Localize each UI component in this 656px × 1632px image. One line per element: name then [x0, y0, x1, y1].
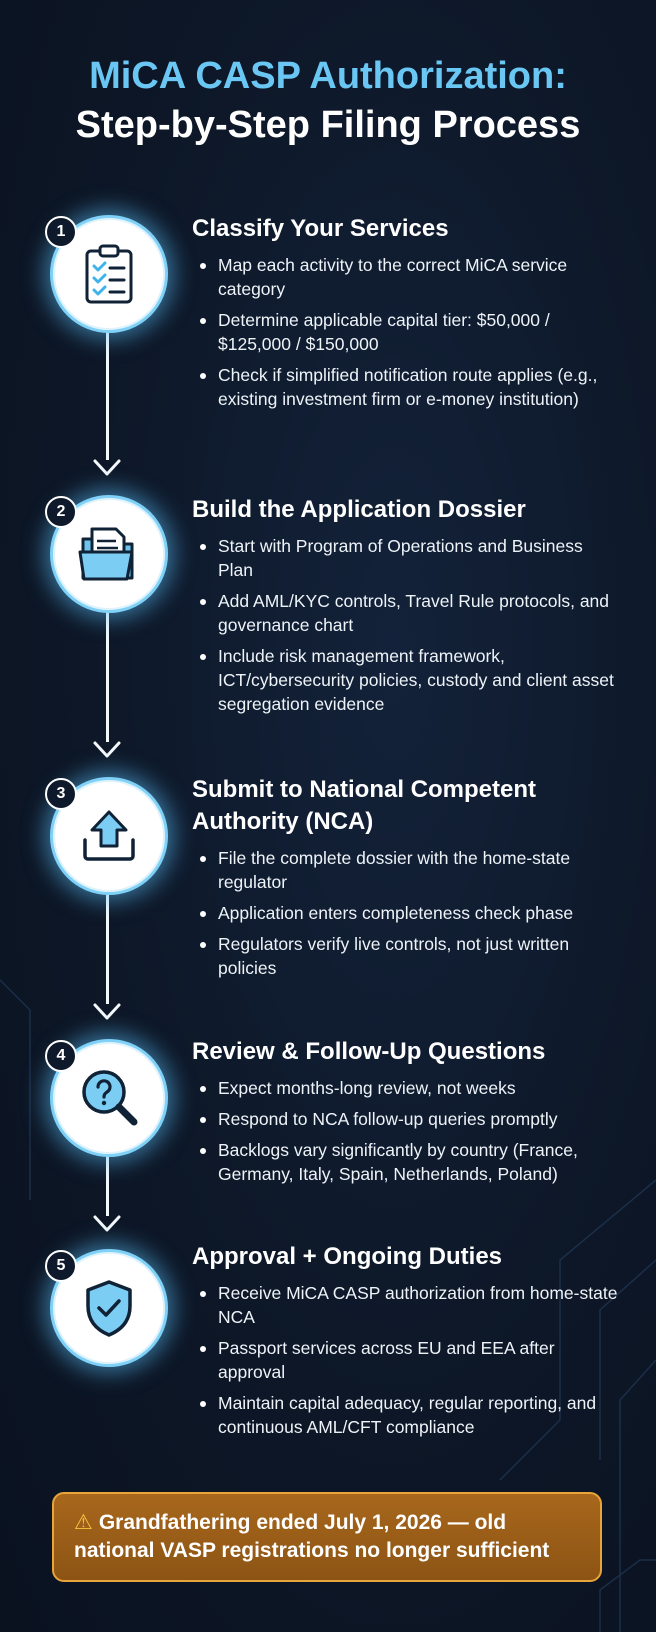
connector-line-1	[106, 332, 109, 460]
connector-line-4	[106, 1156, 109, 1216]
title-line-2: Step-by-Step Filing Process	[75, 104, 581, 146]
bullet-item: Determine applicable capital tier: $50,000 / $125,000 / $150,000	[192, 308, 622, 356]
bullet-item: Map each activity to the correct MiCA service category	[192, 253, 622, 301]
arrow-down-icon	[92, 458, 122, 478]
magnifier-question-icon	[76, 1065, 142, 1131]
bullet-item: Regulators verify live controls, not just written policies	[192, 932, 622, 980]
folder-documents-icon	[76, 521, 142, 587]
step-5-number: 5	[45, 1250, 77, 1282]
bullet-item: Expect months-long review, not weeks	[192, 1076, 622, 1100]
bullet-item: Backlogs vary significantly by country (France, Germany, Italy, Spain, Netherlands, Poland)	[192, 1138, 622, 1186]
step-2-bullets	[192, 534, 622, 716]
connector-line-2	[106, 612, 109, 742]
arrow-down-icon	[92, 1214, 122, 1234]
callout-line-1	[74, 1509, 600, 1537]
step-3-heading: Submit to National Competent Authority (NCA)	[192, 776, 536, 835]
bullet-item: Start with Program of Operations and Business Plan	[192, 534, 622, 582]
bullet-item: Application enters completeness check phase	[192, 901, 622, 925]
step-3-number: 3	[45, 778, 77, 810]
step-2-content	[192, 494, 622, 723]
upload-tray-icon	[77, 804, 141, 868]
step-4-heading: Review & Follow-Up Questions	[192, 1038, 546, 1065]
step-3-content	[192, 774, 622, 987]
bullet-item: Passport services across EU and EEA after approval	[192, 1336, 622, 1384]
bullet-item: Receive MiCA CASP authorization from home-state NCA	[192, 1281, 622, 1329]
step-3-bullets	[192, 846, 622, 980]
clipboard-checklist-icon	[77, 242, 141, 306]
step-4-content	[192, 1036, 622, 1193]
callout-text-1: Grandfathering ended July 1, 2026 — old	[98, 1511, 507, 1534]
bullet-item: Add AML/KYC controls, Travel Rule protocols, and governance chart	[192, 589, 622, 637]
bullet-item: File the complete dossier with the home-state regulator	[192, 846, 622, 894]
bullet-item: Maintain capital adequacy, regular reporting, and continuous AML/CFT compliance	[192, 1391, 622, 1439]
title-line-1: MiCA CASP Authorization:	[89, 55, 567, 97]
step-1-bullets	[192, 253, 622, 411]
step-1-heading: Classify Your Services	[192, 215, 449, 242]
step-5-content	[192, 1241, 622, 1446]
callout-line-2: national VASP registrations no longer sufficient	[74, 1539, 550, 1562]
arrow-down-icon	[92, 740, 122, 760]
connector-line-3	[106, 894, 109, 1004]
step-5-heading: Approval + Ongoing Duties	[192, 1243, 503, 1270]
bullet-item: Include risk management framework, ICT/cybersecurity policies, custody and client asset segregation evidence	[192, 644, 622, 716]
step-1-number: 1	[45, 216, 77, 248]
arrow-down-icon	[92, 1002, 122, 1022]
step-2-heading: Build the Application Dossier	[192, 496, 526, 523]
step-1-content	[192, 213, 622, 418]
bullet-item: Check if simplified notification route applies (e.g., existing investment firm or e-money institution)	[192, 363, 622, 411]
page-title	[0, 52, 656, 150]
grandfathering-callout	[52, 1492, 602, 1582]
step-5-bullets	[192, 1281, 622, 1439]
step-2-number: 2	[45, 496, 77, 528]
step-4-bullets	[192, 1076, 622, 1186]
shield-check-icon	[78, 1277, 140, 1339]
bullet-item: Respond to NCA follow-up queries promptly	[192, 1107, 622, 1131]
warning-icon: ⚠	[74, 1511, 93, 1534]
step-4-number: 4	[45, 1040, 77, 1072]
